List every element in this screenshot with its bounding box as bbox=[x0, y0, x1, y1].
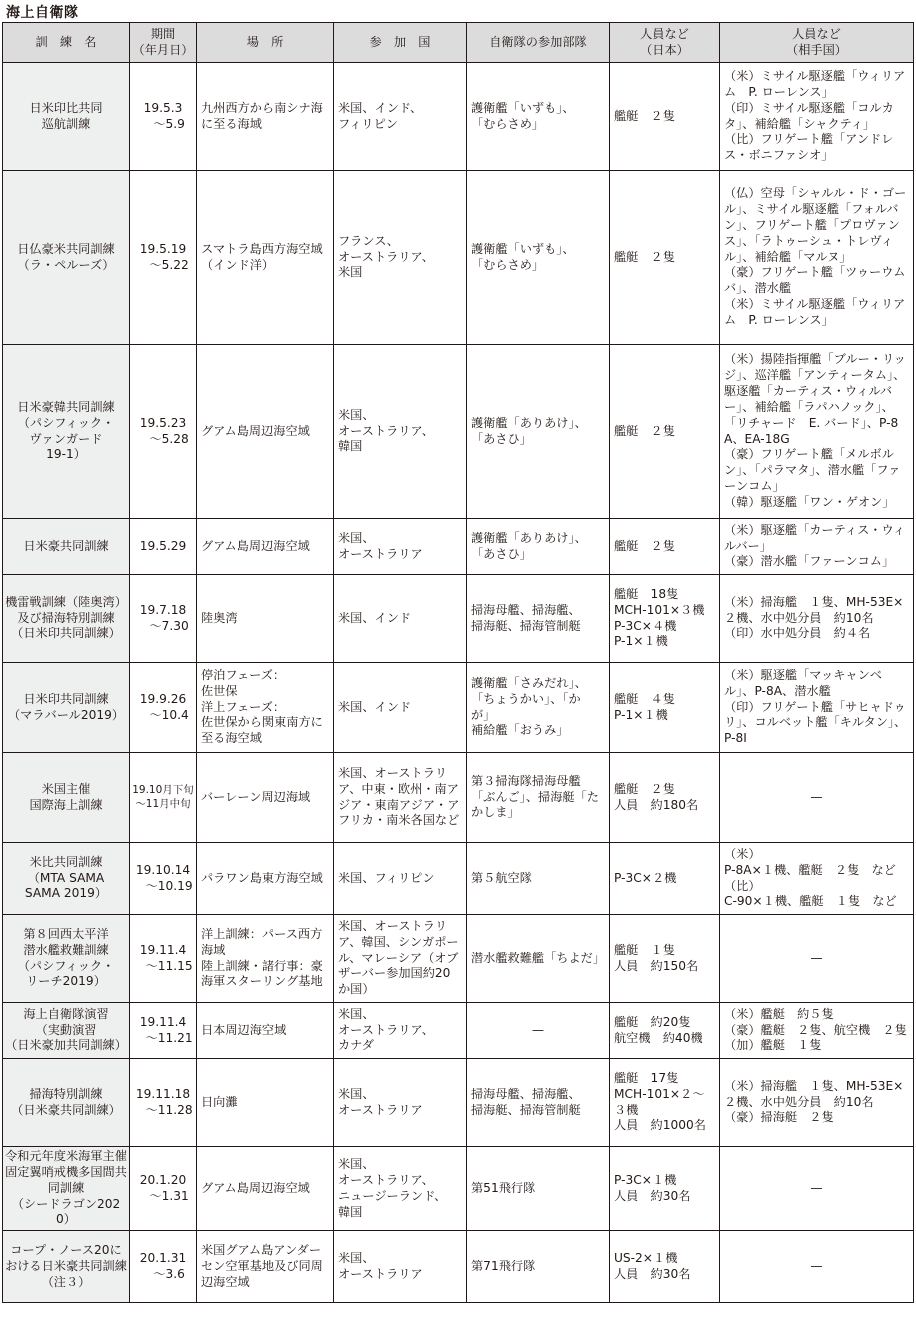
personnel-japan: 艦艇 ２隻 人員 約180名 bbox=[610, 753, 720, 843]
personnel-partner: （米）揚陸指揮艦「ブルー・リッジ」、巡洋艦「アンティータム」、駆逐艦「カーティス・ウィルバー」、補給艦「ラパハノック」、「リチャード E. バード」、P-8A、EA-18G （豪）フリゲート艦「メルボルン」、「パラマタ」、潜水艦「ファーンコム」 （韓）駆逐艦「ワン・ゲオン」 bbox=[720, 345, 914, 519]
training-place: 米国グアム島アンダーセン空軍基地及び同周辺海空域 bbox=[197, 1231, 334, 1303]
training-units: 第51飛行隊 bbox=[467, 1147, 610, 1231]
training-countries: 米国、 オーストラリア bbox=[334, 1231, 467, 1303]
training-countries: 米国、オーストラリア、中東・欧州・南アジア・東南アジア・アフリカ・南米各国など bbox=[334, 753, 467, 843]
training-name: 機雷戦訓練（陸奥湾）及び掃海特別訓練 （日米印共同訓練） bbox=[3, 575, 130, 663]
training-place: バーレーン周辺海域 bbox=[197, 753, 334, 843]
personnel-partner: （米）駆逐艦「カーティス・ウィルバー」 （豪）潜水艦「ファーンコム」 bbox=[720, 519, 914, 575]
personnel-partner: — bbox=[720, 1147, 914, 1231]
personnel-partner: （米）掃海艦 １隻、MH-53E×２機、水中処分員 約10名 （印）水中処分員 約４名 bbox=[720, 575, 914, 663]
personnel-partner: （米）ミサイル駆逐艦「ウィリアム P. ローレンス」 （印）ミサイル駆逐艦「コルカタ」、補給艦「シャクティ」 （比）フリゲート艦「アンドレス・ボニファシオ」 bbox=[720, 63, 914, 171]
personnel-japan: 艦艇 ２隻 bbox=[610, 171, 720, 345]
table-row bbox=[3, 519, 914, 575]
table-row bbox=[3, 575, 914, 663]
personnel-japan: 艦艇 ２隻 bbox=[610, 63, 720, 171]
header-period: 期間 （年月日） bbox=[130, 23, 197, 63]
training-place: 日本周辺海空域 bbox=[197, 1003, 334, 1059]
training-place: グアム島周辺海空域 bbox=[197, 519, 334, 575]
training-countries: フランス、 オーストラリア、 米国 bbox=[334, 171, 467, 345]
table-row bbox=[3, 663, 914, 753]
training-place: 停泊フェーズ： 佐世保 洋上フェーズ： 佐世保から関東南方に至る海空域 bbox=[197, 663, 334, 753]
training-place: グアム島周辺海空域 bbox=[197, 345, 334, 519]
training-name: コープ・ノース20における日米豪共同訓練 （注３） bbox=[3, 1231, 130, 1303]
header-units: 自衛隊の参加部隊 bbox=[467, 23, 610, 63]
training-countries: 米国、 オーストラリア、 カナダ bbox=[334, 1003, 467, 1059]
training-countries: 米国、フィリピン bbox=[334, 843, 467, 915]
header-personnel-japan: 人員など （日本） bbox=[610, 23, 720, 63]
table-row bbox=[3, 1147, 914, 1231]
training-name: 海上自衛隊演習 （実動演習 （日米豪加共同訓練） bbox=[3, 1003, 130, 1059]
training-period: 19.5.29 bbox=[130, 519, 197, 575]
training-countries: 米国、 オーストラリア、 ニュージーランド、 韓国 bbox=[334, 1147, 467, 1231]
training-period: 19.7.18 〜7.30 bbox=[130, 575, 197, 663]
training-countries: 米国、 オーストラリア bbox=[334, 1059, 467, 1147]
training-period: 19.5.23 〜5.28 bbox=[130, 345, 197, 519]
header-row bbox=[3, 23, 914, 63]
training-countries: 米国、インド、 フィリピン bbox=[334, 63, 467, 171]
training-period: 19.9.26 〜10.4 bbox=[130, 663, 197, 753]
training-units: 護衛艦「ありあけ」、 「あさひ」 bbox=[467, 345, 610, 519]
training-countries: 米国、インド bbox=[334, 575, 467, 663]
training-name: 日米豪韓共同訓練 （パシフィック・ ヴァンガード 19-1） bbox=[3, 345, 130, 519]
training-name: 日米豪共同訓練 bbox=[3, 519, 130, 575]
training-countries: 米国、インド bbox=[334, 663, 467, 753]
table-row bbox=[3, 345, 914, 519]
table-row bbox=[3, 1231, 914, 1303]
header-place: 場 所 bbox=[197, 23, 334, 63]
training-name: 米国主催 国際海上訓練 bbox=[3, 753, 130, 843]
training-units: 護衛艦「ありあけ」、 「あさひ」 bbox=[467, 519, 610, 575]
header-countries: 参 加 国 bbox=[334, 23, 467, 63]
personnel-japan: 艦艇 ４隻 P-1×１機 bbox=[610, 663, 720, 753]
table-row bbox=[3, 753, 914, 843]
header-name: 訓 練 名 bbox=[3, 23, 130, 63]
training-countries: 米国、 オーストラリア bbox=[334, 519, 467, 575]
header-personnel-partner: 人員など （相手国） bbox=[720, 23, 914, 63]
training-units: 掃海母艦、掃海艦、 掃海艇、掃海管制艇 bbox=[467, 575, 610, 663]
training-place: グアム島周辺海空域 bbox=[197, 1147, 334, 1231]
training-name: 日仏豪米共同訓練 （ラ・ペルーズ） bbox=[3, 171, 130, 345]
training-place: 九州西方から南シナ海に至る海域 bbox=[197, 63, 334, 171]
training-units: — bbox=[467, 1003, 610, 1059]
personnel-japan: 艦艇 ２隻 bbox=[610, 519, 720, 575]
training-units: 第71飛行隊 bbox=[467, 1231, 610, 1303]
personnel-japan: P-3C×１機 人員 約30名 bbox=[610, 1147, 720, 1231]
training-place: スマトラ島西方海空域（インド洋） bbox=[197, 171, 334, 345]
training-period: 20.1.20 〜1.31 bbox=[130, 1147, 197, 1231]
table-row bbox=[3, 843, 914, 915]
personnel-japan: P-3C×２機 bbox=[610, 843, 720, 915]
personnel-partner: （米）駆逐艦「マッキャンベル」、P-8A、潜水艦 （印）フリゲート艦「サヒャドゥリ」、コルベット艦「キルタン」、P-8I bbox=[720, 663, 914, 753]
training-period: 20.1.31 〜3.6 bbox=[130, 1231, 197, 1303]
training-period: 19.11.4 〜11.21 bbox=[130, 1003, 197, 1059]
training-place: 日向灘 bbox=[197, 1059, 334, 1147]
personnel-partner: — bbox=[720, 915, 914, 1003]
training-name: 日米印共同訓練 （マラバール2019） bbox=[3, 663, 130, 753]
table-row bbox=[3, 1059, 914, 1147]
training-place: 洋上訓練：パース西方海域 陸上訓練・諸行事：豪海軍スターリング基地 bbox=[197, 915, 334, 1003]
personnel-partner: （米）艦艇 約５隻 （豪）艦艇 ２隻、航空機 ２隻 （加）艦艇 １隻 bbox=[720, 1003, 914, 1059]
training-period: 19.10月下旬 〜11月中旬 bbox=[130, 753, 197, 843]
personnel-japan: 艦艇 17隻 MCH-101×２〜３機 人員 約1000名 bbox=[610, 1059, 720, 1147]
page-title: 海上自衛隊 bbox=[6, 5, 79, 21]
personnel-partner: — bbox=[720, 1231, 914, 1303]
personnel-japan: 艦艇 約20隻 航空機 約40機 bbox=[610, 1003, 720, 1059]
training-units: 第３掃海隊掃海母艦「ぶんご」、掃海艇「たかしま」 bbox=[467, 753, 610, 843]
training-units: 潜水艦救難艦「ちよだ」 bbox=[467, 915, 610, 1003]
table-row bbox=[3, 915, 914, 1003]
training-period: 19.10.14 〜10.19 bbox=[130, 843, 197, 915]
personnel-partner: （米）掃海艦 １隻、MH-53E×２機、水中処分員 約10名 （豪）掃海艇 ２隻 bbox=[720, 1059, 914, 1147]
training-period: 19.5.3 〜5.9 bbox=[130, 63, 197, 171]
training-units: 第５航空隊 bbox=[467, 843, 610, 915]
personnel-japan: 艦艇 ２隻 bbox=[610, 345, 720, 519]
training-name: 令和元年度米海軍主催固定翼哨戒機多国間共同訓練 （シードラゴン2020） bbox=[3, 1147, 130, 1231]
training-place: 陸奥湾 bbox=[197, 575, 334, 663]
personnel-japan: US-2×１機 人員 約30名 bbox=[610, 1231, 720, 1303]
training-period: 19.11.4 〜11.15 bbox=[130, 915, 197, 1003]
personnel-japan: 艦艇 18隻 MCH-101×３機 P-3C×４機 P-1×１機 bbox=[610, 575, 720, 663]
personnel-partner: （米） P-8A×１機、艦艇 ２隻 など （比） C-90×１機、艦艇 １隻 など bbox=[720, 843, 914, 915]
training-name: 掃海特別訓練 （日米豪共同訓練） bbox=[3, 1059, 130, 1147]
table-row bbox=[3, 1003, 914, 1059]
training-units: 護衛艦「いずも」、 「むらさめ」 bbox=[467, 63, 610, 171]
training-countries: 米国、オーストラリア、韓国、シンガポール、マレーシア（オブザーバー参加国約20か国） bbox=[334, 915, 467, 1003]
training-name: 米比共同訓練 （MTA SAMA SAMA 2019） bbox=[3, 843, 130, 915]
training-table bbox=[2, 22, 914, 1303]
training-units: 護衛艦「いずも」、 「むらさめ」 bbox=[467, 171, 610, 345]
training-name: 日米印比共同 巡航訓練 bbox=[3, 63, 130, 171]
personnel-partner: （仏）空母「シャルル・ド・ゴール」、ミサイル駆逐艦「フォルバン」、フリゲート艦「プロヴァンス」、「ラトゥーシュ・トレヴィル」、補給艦「マルヌ」 （豪）フリゲート艦「ツゥーウムバ」、潜水艦 （米）ミサイル駆逐艦「ウィリアム P. ローレンス」 bbox=[720, 171, 914, 345]
training-name: 第８回西太平洋 潜水艦救難訓練 （パシフィック・ リーチ2019） bbox=[3, 915, 130, 1003]
training-period: 19.5.19 〜5.22 bbox=[130, 171, 197, 345]
training-countries: 米国、 オーストラリア、 韓国 bbox=[334, 345, 467, 519]
training-units: 護衛艦「さみだれ」、 「ちょうかい」、「かが」 補給艦「おうみ」 bbox=[467, 663, 610, 753]
personnel-japan: 艦艇 １隻 人員 約150名 bbox=[610, 915, 720, 1003]
training-units: 掃海母艦、掃海艦、 掃海艇、掃海管制艇 bbox=[467, 1059, 610, 1147]
training-period: 19.11.18 〜11.28 bbox=[130, 1059, 197, 1147]
personnel-partner: — bbox=[720, 753, 914, 843]
table-row bbox=[3, 171, 914, 345]
table-row bbox=[3, 63, 914, 171]
training-place: パラワン島東方海空域 bbox=[197, 843, 334, 915]
